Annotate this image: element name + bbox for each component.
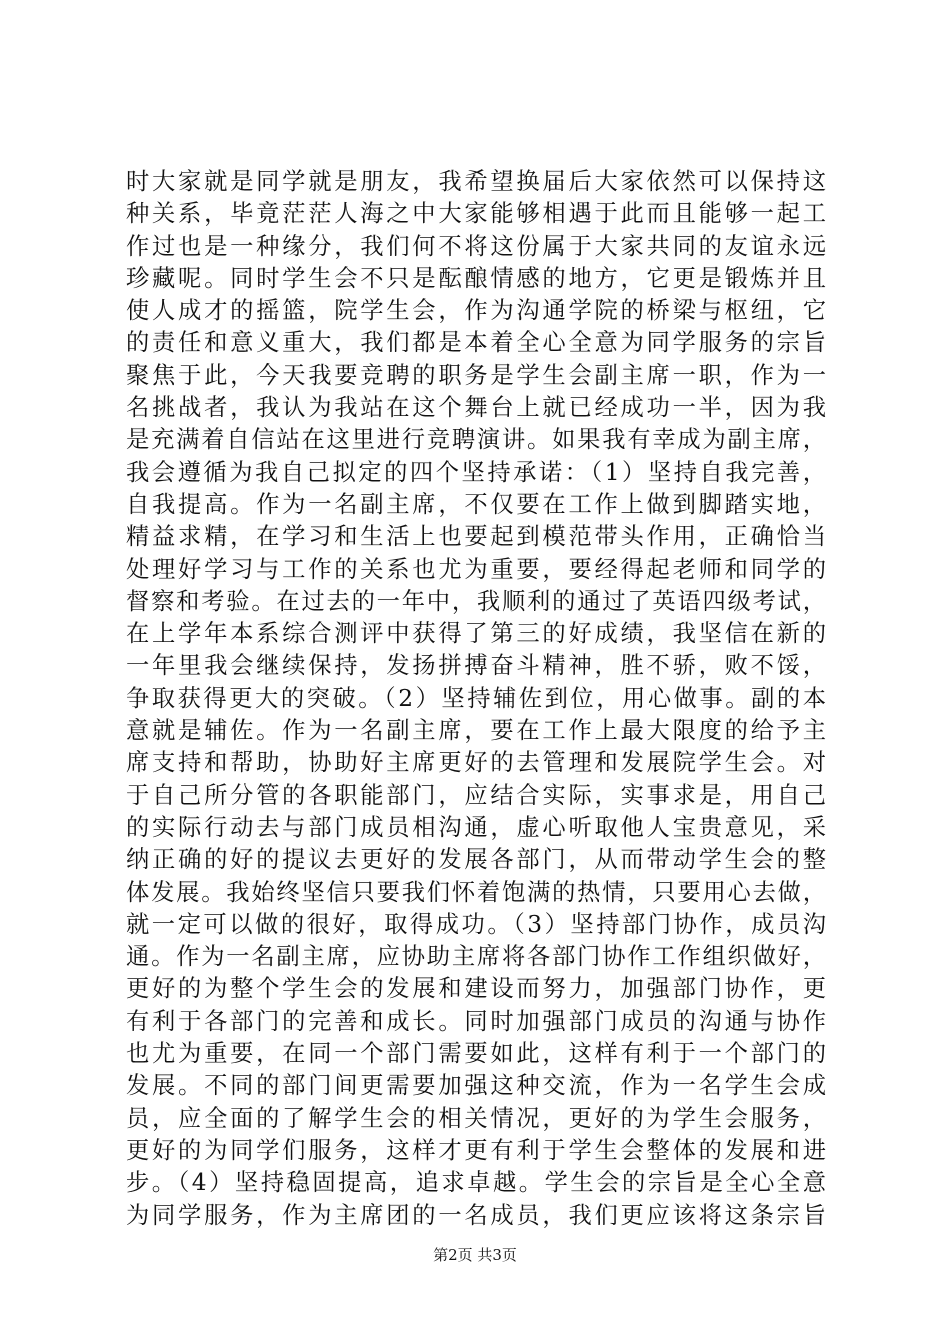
text-line: 的责任和意义重大，我们都是本着全心全意为同学服务的宗旨 — [126, 329, 826, 357]
text-line: 通。作为一名副主席，应协助主席将各部门协作工作组织做好， — [126, 943, 826, 971]
text-line: 步。（4）坚持稳固提高，追求卓越。学生会的宗旨是全心全意 — [126, 1169, 826, 1197]
page-number-footer: 第2页 共3页 — [433, 1246, 517, 1264]
text-line: 有利于各部门的完善和成长。同时加强部门成员的沟通与协作 — [126, 1007, 826, 1035]
text-line: 的实际行动去与部门成员相沟通，虚心听取他人宝贵意见，采 — [126, 813, 826, 841]
text-line: 纳正确的好的提议去更好的发展各部门，从而带动学生会的整 — [126, 846, 826, 874]
text-line: 也尤为重要，在同一个部门需要如此，这样有利于一个部门的 — [126, 1040, 826, 1068]
text-line: 争取获得更大的突破。（2）坚持辅佐到位，用心做事。副的本 — [126, 684, 826, 712]
text-line: 更好的为同学们服务，这样才更有利于学生会整体的发展和进 — [126, 1136, 826, 1164]
text-line: 为同学服务，作为主席团的一名成员，我们更应该将这条宗旨 — [126, 1201, 826, 1229]
text-line: 种关系，毕竟茫茫人海之中大家能够相遇于此而且能够一起工 — [126, 200, 826, 228]
text-line: 作过也是一种缘分，我们何不将这份属于大家共同的友谊永远 — [126, 232, 826, 260]
text-line: 一年里我会继续保持，发扬拼搏奋斗精神，胜不骄，败不馁， — [126, 652, 826, 680]
text-line: 督察和考验。在过去的一年中，我顺利的通过了英语四级考试， — [126, 587, 826, 615]
text-line: 体发展。我始终坚信只要我们怀着饱满的热情，只要用心去做， — [126, 878, 826, 906]
body-text — [126, 166, 826, 1232]
text-line: 更好的为整个学生会的发展和建设而努力，加强部门协作，更 — [126, 975, 826, 1003]
text-line: 珍藏呢。同时学生会不只是酝酿情感的地方，它更是锻炼并且 — [126, 264, 826, 292]
text-line: 聚焦于此，今天我要竞聘的职务是学生会副主席一职，作为一 — [126, 361, 826, 389]
text-line: 名挑战者，我认为我站在这个舞台上就已经成功一半，因为我 — [126, 394, 826, 422]
text-line: 处理好学习与工作的关系也尤为重要，要经得起老师和同学的 — [126, 555, 826, 583]
text-line: 意就是辅佐。作为一名副主席，要在工作上最大限度的给予主 — [126, 717, 826, 745]
text-line: 时大家就是同学就是朋友，我希望换届后大家依然可以保持这 — [126, 168, 826, 195]
text-line: 在上学年本系综合测评中获得了第三的好成绩，我坚信在新的 — [126, 620, 826, 648]
text-line: 发展。不同的部门间更需要加强这种交流，作为一名学生会成 — [126, 1072, 826, 1100]
text-line: 席支持和帮助，协助好主席更好的去管理和发展院学生会。对 — [126, 749, 826, 777]
text-line: 精益求精，在学习和生活上也要起到模范带头作用，正确恰当 — [126, 523, 826, 551]
text-line: 就一定可以做的很好，取得成功。（3）坚持部门协作，成员沟 — [126, 910, 826, 938]
text-line: 是充满着自信站在这里进行竞聘演讲。如果我有幸成为副主席， — [126, 426, 826, 454]
text-line: 我会遵循为我自己拟定的四个坚持承诺：（1）坚持自我完善， — [126, 458, 826, 486]
text-line: 自我提高。作为一名副主席，不仅要在工作上做到脚踏实地， — [126, 490, 826, 518]
text-line: 员，应全面的了解学生会的相关情况，更好的为学生会服务， — [126, 1104, 826, 1132]
text-line: 于自己所分管的各职能部门，应结合实际，实事求是，用自己 — [126, 781, 826, 809]
text-line: 使人成才的摇篮，院学生会，作为沟通学院的桥梁与枢纽，它 — [126, 297, 826, 325]
